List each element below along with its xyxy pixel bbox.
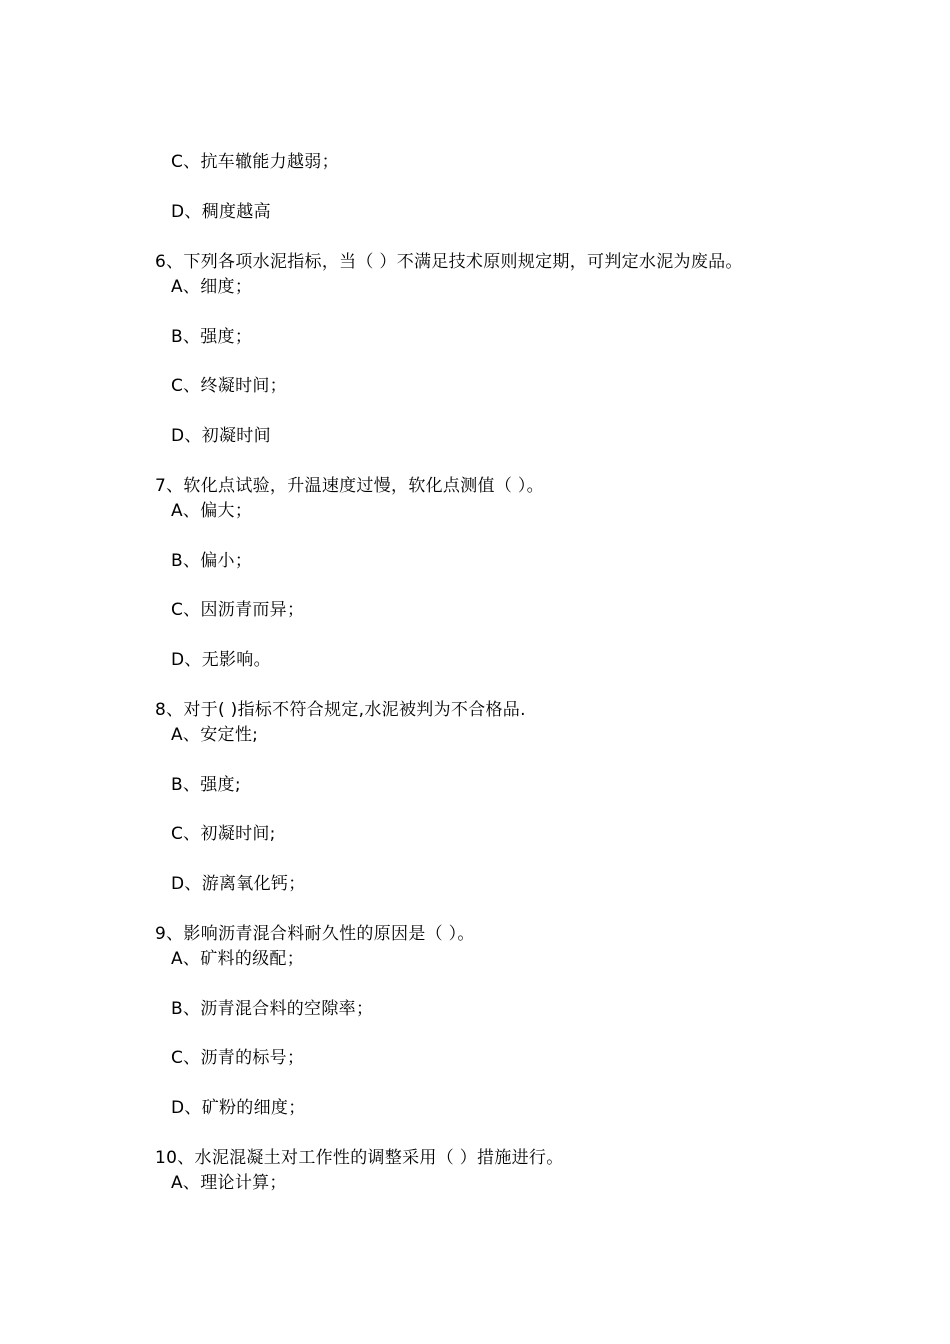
question-7: 7、软化点试验，升温速度过慢，软化点测值（ ）。 [155, 476, 544, 496]
option-line: D、游离氧化钙； [171, 874, 306, 894]
option-line: A、矿料的级配； [171, 949, 305, 969]
option-line: B、沥青混合料的空隙率； [171, 999, 374, 1019]
option-line: C、初凝时间; [171, 824, 276, 844]
option-line: C、终凝时间； [171, 376, 287, 396]
option-line: A、安定性; [171, 725, 259, 745]
option-line: C、因沥青而异； [171, 600, 305, 620]
question-10: 10、水泥混凝土对工作性的调整采用（ ）措施进行。 [155, 1148, 564, 1168]
option-line: A、细度； [171, 277, 253, 297]
option-line: B、强度； [171, 327, 253, 347]
option-line: D、稠度越高 [171, 202, 271, 222]
option-line: C、沥青的标号； [171, 1048, 305, 1068]
question-8: 8、对于( )指标不符合规定,水泥被判为不合格品. [155, 700, 526, 720]
option-line: D、矿粉的细度； [171, 1098, 306, 1118]
question-9: 9、影响沥青混合料耐久性的原因是（ ）。 [155, 924, 475, 944]
option-line: A、理论计算； [171, 1173, 287, 1193]
option-line: C、抗车辙能力越弱； [171, 152, 339, 172]
option-line: B、偏小； [171, 551, 253, 571]
question-6: 6、下列各项水泥指标，当（ ）不满足技术原则规定期，可判定水泥为废品。 [155, 252, 743, 272]
option-line: A、偏大； [171, 501, 253, 521]
option-line: D、初凝时间 [171, 426, 271, 446]
option-line: D、无影响。 [171, 650, 271, 670]
option-line: B、强度; [171, 775, 241, 795]
